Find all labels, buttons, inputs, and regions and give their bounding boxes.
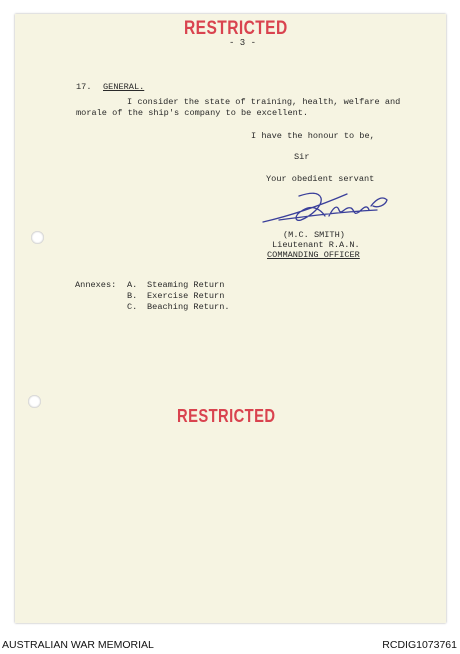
handwritten-signature: [259, 186, 391, 230]
closing-salutation: Sir: [294, 152, 310, 162]
restricted-stamp-middle: RESTRICTED: [177, 406, 276, 426]
annex-text: Beaching Return.: [147, 302, 230, 312]
footer-record-id: RCDIG1073761: [382, 639, 457, 651]
section-number: 17.: [76, 82, 92, 92]
annex-text: Steaming Return: [147, 280, 225, 290]
document-page: [15, 14, 446, 623]
section-heading: GENERAL.: [103, 82, 145, 92]
closing-honour: I have the honour to be,: [251, 131, 375, 141]
signatory-name: (M.C. SMITH): [283, 230, 345, 240]
body-line-2: morale of the ship's company to be excellent.: [76, 108, 309, 118]
signatory-rank: Lieutenant R.A.N.: [272, 240, 360, 250]
punch-hole-upper: [31, 231, 44, 244]
punch-hole-lower: [28, 395, 41, 408]
body-line-1: I consider the state of training, health, welfare and: [127, 97, 401, 107]
annex-letter: A.: [127, 280, 138, 290]
restricted-stamp-top: RESTRICTED: [184, 18, 288, 39]
annexes-label: Annexes:: [75, 280, 117, 290]
closing-obedient: Your obedient servant: [266, 174, 375, 184]
annex-letter: B.: [127, 291, 138, 301]
page-number: - 3 -: [229, 38, 257, 48]
signatory-title: COMMANDING OFFICER: [267, 250, 360, 260]
annex-letter: C.: [127, 302, 138, 312]
footer-archive-name: AUSTRALIAN WAR MEMORIAL: [2, 639, 154, 651]
annex-text: Exercise Return: [147, 291, 225, 301]
